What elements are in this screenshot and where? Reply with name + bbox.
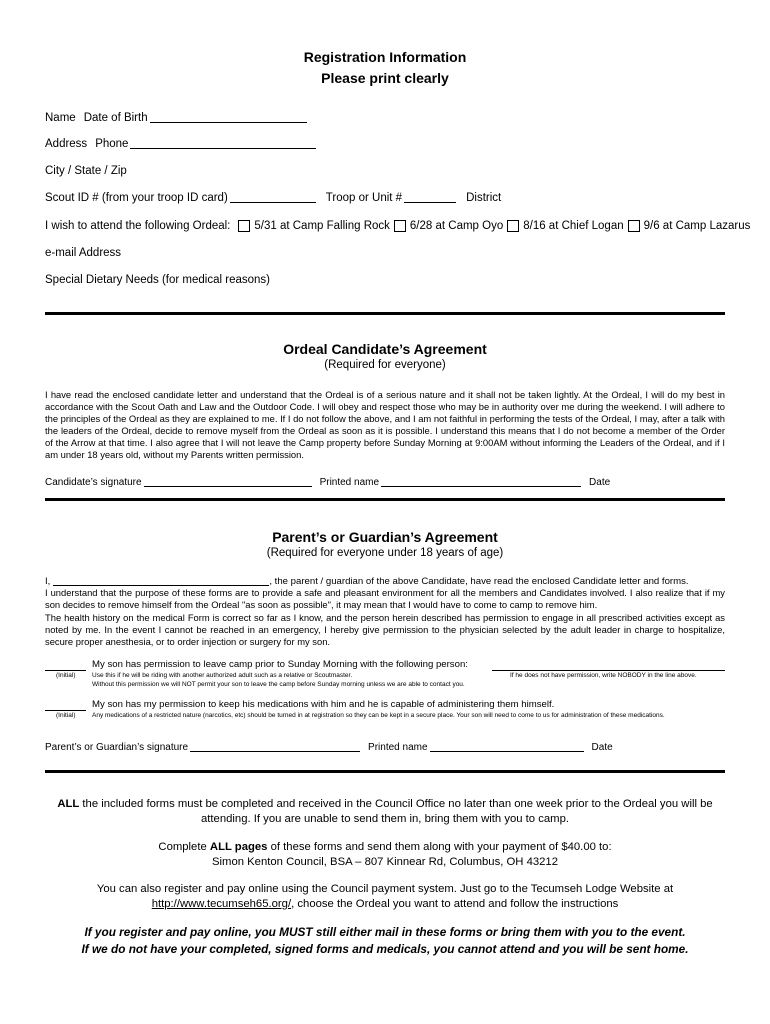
name-row <box>45 108 725 124</box>
parent-signature-field[interactable] <box>190 740 360 752</box>
complete-text-a: Complete <box>158 841 210 853</box>
email-row <box>45 243 725 259</box>
online-line-2 <box>0 897 770 912</box>
troop-field[interactable] <box>404 191 456 203</box>
section-divider <box>45 312 725 315</box>
ordeal-option-2: 6/28 at Camp Oyo <box>409 220 504 232</box>
section-divider <box>45 770 725 773</box>
name-label: Name <box>45 112 76 124</box>
leave-text: My son has permission to leave camp prior to Sunday Morning with the following person: <box>92 659 468 670</box>
warning-line-2: If we do not have your completed, signed forms and medicals, you cannot attend and you will be sent home. <box>81 942 689 956</box>
warning-line-1: If you register and pay online, you MUST still either mail in these forms or bring them with you to the event. <box>84 925 686 939</box>
all-emphasis: ALL <box>57 798 80 810</box>
parent-title: Parent’s or Guardian’s Agreement <box>272 529 498 545</box>
ordeal-option-3: 8/16 at Chief Logan <box>523 220 624 232</box>
candidate-signature-label: Candidate’s signature <box>45 477 142 488</box>
ordeal-checkbox-2[interactable] <box>394 220 406 232</box>
scout-row <box>45 188 725 204</box>
scout-id-field[interactable] <box>230 191 316 203</box>
parent-line1-text: , the parent / guardian of the above Candidate, have read the enclosed Candidate letter and forms. <box>269 576 689 587</box>
nobody-note: If he does not have permission, write NOBODY in the line above. <box>510 672 697 679</box>
dob-label: Date of Birth <box>83 112 148 124</box>
deadline-line-2: attending. If you are unable to send them in, bring them with you to camp. <box>201 813 569 825</box>
ordeal-option-1: 5/31 at Camp Falling Rock <box>254 220 390 232</box>
parent-signature-row <box>45 737 725 753</box>
city-label: City / State / Zip <box>45 165 127 177</box>
all-pages-emphasis: ALL pages <box>209 841 268 853</box>
candidate-subtitle: (Required for everyone) <box>324 359 446 371</box>
form-subtitle: Please print clearly <box>321 70 449 86</box>
ordeal-row <box>45 216 751 232</box>
parent-printed-field[interactable] <box>430 740 584 752</box>
phone-field[interactable] <box>130 137 316 149</box>
address-label: Address <box>45 138 88 150</box>
candidate-date-label: Date <box>589 477 611 488</box>
online-line-1: You can also register and pay online using the Council payment system. Just go to the Tecumseh Lodge Website at <box>96 883 674 895</box>
complete-text-c: of these forms and send them along with your payment of $40.00 to: <box>267 841 612 853</box>
candidate-printed-label: Printed name <box>319 477 380 488</box>
parent-name-row <box>45 574 725 587</box>
candidate-text: I have read the enclosed candidate letter and understand that the Ordeal is of a serious nature and it shall not be taken lightly. At the Ordeal, I will do my best in accordance with the Scout Oath and Law and the Outdoor Code. I will obey and respect those who may be in authority over me during the weekend. I will adhere to the principles of the Ordeal as they are explained to me. If I do not follow the above, and I am not faithful in performing the tests of the Ordeal, I may, after a talk with the leaders of the Ordeal, decide to remove myself from the Ordeal as soon as it is possible. I understand this means that I do not become a member of the Order of the Arrow at that time. I also agree that I will not leave the Camp property before Sunday Morning at 9:00AM without informing the Leaders of the Ordeal, and if I am under 18 years old, without my Parents written permission. <box>45 389 725 460</box>
ordeal-checkbox-4[interactable] <box>628 220 640 232</box>
candidate-printed-field[interactable] <box>381 475 581 487</box>
dietary-label: Special Dietary Needs (for medical reasons) <box>45 274 270 286</box>
meds-initial-label: (Initial) <box>56 712 76 719</box>
email-label: e-mail Address <box>45 247 122 259</box>
city-row <box>45 161 725 177</box>
candidate-signature-row <box>45 472 725 488</box>
leave-initial-label: (Initial) <box>56 672 76 679</box>
troop-label: Troop or Unit # <box>325 192 403 204</box>
section-divider <box>45 498 725 501</box>
website-link[interactable]: http://www.tecumseh65.org/ <box>151 898 292 910</box>
candidate-signature-field[interactable] <box>144 475 312 487</box>
address-row <box>45 134 725 150</box>
form-title: Registration Information <box>303 49 467 65</box>
meds-note: Any medications of a restricted nature (narcotics, etc) should be turned in at registration so they can be kept in a secure place. Your son will need to come to us for administration of these medications. <box>92 712 665 719</box>
parent-date-label: Date <box>591 742 613 753</box>
dietary-row <box>45 270 725 286</box>
parent-text-2: The health history on the medical Form is correct so far as I know, and the person herein described has permission to engage in all prescribed activities except as noted by me. In the event I cannot be reached in an emergency, I hereby give permission to the physician selected by the adult leader in charge to hospitalize, secure proper anesthesia, or to order injection or surgery for my son. <box>45 612 725 647</box>
phone-label: Phone <box>95 138 129 150</box>
parent-printed-label: Printed name <box>368 742 428 753</box>
district-label: District <box>466 192 502 204</box>
leave-note-2: Without this permission we will NOT permit your son to leave the camp before Sunday morning unless we are able to contact you. <box>92 681 465 688</box>
scout-id-label: Scout ID # (from your troop ID card) <box>45 192 228 204</box>
council-address: Simon Kenton Council, BSA – 807 Kinnear Rd, Columbus, OH 43212 <box>211 856 558 868</box>
deadline-text: the included forms must be completed and received in the Council Office no later than one week prior to the Ordeal you will be <box>79 798 713 810</box>
meds-initial-field[interactable] <box>45 700 86 711</box>
ordeal-option-4: 9/6 at Camp Lazarus <box>643 220 751 232</box>
ordeal-checkbox-3[interactable] <box>507 220 519 232</box>
parent-text-1: I understand that the purpose of these forms are to provide a safe and pleasant environment for all the members and Candidates involved. I also realize that if my son decides to remove himself from the Ordeal "as soon as possible", it may mean that I would have to come to camp to remove him. <box>45 587 725 610</box>
complete-line <box>0 840 770 855</box>
leave-note-1: Use this if he will be riding with another authorized adult such as a relative or Scoutmaster. <box>92 672 353 679</box>
meds-text: My son has my permission to keep his medications with him and he is capable of administering them himself. <box>92 699 555 710</box>
deadline-line-1 <box>0 797 770 812</box>
parent-i-label: I, <box>45 576 51 587</box>
parent-signature-label: Parent’s or Guardian’s signature <box>45 742 189 753</box>
leave-person-field[interactable] <box>492 660 725 671</box>
candidate-title: Ordeal Candidate’s Agreement <box>283 341 487 357</box>
online-text-2: , choose the Ordeal you want to attend and follow the instructions <box>291 898 619 910</box>
parent-name-field[interactable] <box>53 576 269 586</box>
ordeal-label: I wish to attend the following Ordeal: <box>45 220 231 232</box>
leave-initial-field[interactable] <box>45 660 86 671</box>
ordeal-checkbox-1[interactable] <box>238 220 250 232</box>
parent-subtitle: (Required for everyone under 18 years of age) <box>266 547 504 559</box>
dob-field[interactable] <box>150 111 307 123</box>
